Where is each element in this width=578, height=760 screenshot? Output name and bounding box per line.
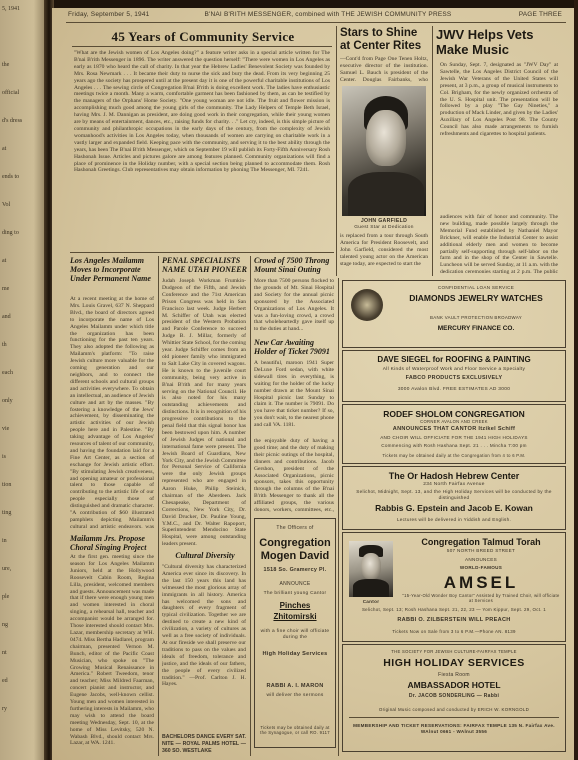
penal-headline: PENAL SPECIALISTS NAME UTAH PIONEER — [162, 256, 247, 274]
left-page-text: and — [2, 314, 11, 320]
penal-column — [162, 256, 248, 756]
left-page-text: the — [2, 62, 10, 68]
mogen-cantor-1: Pinches — [279, 601, 311, 610]
ambassador-ad — [342, 644, 566, 752]
mogen-address: 1518 So. Gramercy Pl. — [263, 567, 327, 573]
mailamm-column — [70, 256, 156, 756]
talmud-announce: ANNOUNCES — [464, 557, 498, 562]
mogen-top: The Officers of — [276, 525, 314, 531]
mogen-sub: The brilliant young Cantor — [263, 591, 327, 596]
penal-body: Judah Joseph Workman Frumkin-Dudgeon of the Fifth, and Jewish Conference and the 71st American Prison Congress was held in San Francisco last week. Judge Herbert M. Schiffer of Utah was elected president of the Western Probation and Parole Conference to succeed Judge B. J. Millar, formerly of Whittier State School, for the coming year. Judge Schiffer comes from an old pioneer family who immigrated to Salt Lake City in covered wagons. He is known to the juvenile court community, being very active in B'nai B'rith and for many years serving on the National Council. He is also noted for his many outstanding achievements and distinctions. It is in recognition of his progressive contributions to the penal field that this signal honor has been bestowed upon him. A number of Jewish Judges of national and international fame were present. The Jewish Board of Guardians, New York City, and the Jewish Committee for Personal Service of California were the only Jewish groups represented who are engaged in — [162, 278, 246, 484]
sinai-body-3: the enjoyable duty of having a good time; and the duty of making their picnic outings of the hospital, dinners and contributions. Jacob Gershon, president of the Associated Organizations, picnic sponsors, takes this opportunity through the columns of the B'nai B'rith Messenger to thank all the affiliated groups, the various donors, workers, committees, etc., — [254, 438, 334, 514]
john-garfield-photo — [342, 86, 426, 216]
stars-headline-1: Stars to Shine — [340, 27, 418, 39]
rodef-choir: AND CHOIR WILL OFFICIATE FOR THE 1941 HIGH HOLIDAYS — [380, 435, 528, 440]
left-page-text: ends to — [2, 174, 20, 180]
mercury-logo — [351, 289, 383, 321]
lead-headline: 45 Years of Community Service — [111, 29, 295, 44]
stars-body: —Cont'd from Page One Tenen Holtz, executive director of the institution. Samuel L. Bauch is president of the Center. Douglas Fairbanks, who — [340, 56, 428, 83]
penal-body-mid: Aaron Huke, Philip Steinick, chairman of the Aberdeen. Jack Chesapeake, Department of Corrections, New York City, Dr. David Drucker, Dr. Pauline Young, Y.M.C., and Dr. Walter Rapoport, Superintendent Mendocino State Hospital, were among outstanding leaders present. — [162, 486, 246, 548]
cultural-body: "Cultural diversity has characterized America ever since its discovery. In the last 150 years this land has witnessed the most glorious array of immigrants in all history. America has welcomed the sons and daughters of every fragment of typical civilization. Together we are destined to create a new kind of civilization, a variety of cultures as well as a free society of individuals. At our fireside we shall preserve our traditions to pass on the values and ideals of freedom, tolerance and justice, and the ideals of our fathers, the people of every civilized tradition." —Prof. Carlton J. H. Hayes. — [162, 564, 246, 688]
amb-top: THE SOCIETY FOR JEWISH CULTURE-FAIRFAX TEMPLE — [391, 649, 517, 654]
sinai-headline: Crowd of 7500 Throng Mount Sinai Outing — [254, 256, 330, 274]
diamonds-title: DIAMONDS JEWELRY WATCHES — [409, 293, 543, 303]
mogen-name-2: Mogen David — [260, 550, 330, 562]
mailamm-headline: Los Angeles Mailamm Moves to Incorporate Under Permanent Name — [70, 256, 151, 283]
mogen-holiday: High Holiday Services — [262, 651, 328, 657]
or-hadosh-ad — [342, 466, 566, 530]
column-rule — [250, 256, 251, 756]
mogen-david-ad — [254, 518, 336, 748]
diamonds-banner: CONFIDENTIAL LOAN SERVICE — [437, 285, 515, 290]
diamonds-small: BANK VAULT PROTECTION BROADWAY — [430, 315, 522, 320]
left-page-text: th — [2, 342, 7, 348]
left-page-text: me — [2, 286, 10, 292]
section-rule — [70, 252, 334, 253]
column-rule — [432, 26, 433, 276]
left-page-text: in — [2, 538, 7, 544]
stars-headline-2: at Center Rites — [340, 40, 422, 52]
talmud-cantor-label: Cantor — [362, 599, 380, 604]
amb-rule — [349, 717, 559, 718]
hodosh-addr: 234 North Fairfax Avenue — [423, 482, 485, 487]
amb-place: Fiesta Room — [438, 672, 470, 678]
left-page-text: vie — [2, 426, 10, 432]
column-rule — [336, 26, 337, 276]
left-page-text: ry — [2, 706, 7, 712]
rodef-title: RODEF SHOLOM CONGREGATION — [383, 409, 525, 419]
left-page-text: only — [2, 398, 13, 404]
left-page-text: ure, — [2, 566, 12, 572]
talmud-cantor: AMSEL — [443, 573, 519, 592]
mogen-cantor-2: Zhitomirski — [273, 612, 317, 621]
left-page-text: ed — [2, 678, 8, 684]
talmud-title: Congregation Talmud Torah — [421, 537, 541, 547]
stars-body-2: is replaced from a tour through South America for President Roosevelt, and John Garfield, considered the most talented young actor on the American stage today, are expected to start the — [340, 233, 428, 267]
amb-footer: MEMBERSHIP AND TICKET RESERVATIONS: FAIRFAX TEMPLE 135 N. Fairfax Ave. WAlnut 0661 - WAlnut 3556 — [353, 723, 555, 734]
hodosh-rabbis: Rabbis G. Epstein and Jacob E. Kowan — [375, 503, 533, 513]
mailamm-body: At a recent meeting at the home of Mrs. Louis Gravel, 637 N. Sheppard Blvd., the board of directors agreed to incorporate the name of Los Angeles Mailamm under which title the organization has been functioning for the past ten years. They also adopted the following as Mailamm's platform: "To raise Jewish culture more valuable for the coming generation and our neighbors, and to connect the different schools and cultural groups and activities everywhere. To obtain an intellectual, an audience of Jewish culture and art by the masses. "By fostering a knowledge of the Jews' achievement, by disseminating the artistic activities of our Jewish people here and in Palestine. "By taking advantage of Los Angeles' resources of talent of our community, and having the foundation laid for a Fine Art Center, as a section of exchange for Jewish artistic effort. "By stimulating Jewish creativeness, and opening amateur or professional talent to those capable of contributing to the artistic life of our people especially those of distinguished and dramatic character. "A contribution of $60 illustrated pamphlets depicting Mailamm's cultural and artistic endeavors, was — [70, 296, 154, 528]
caption-role: Guest Star at Dedication — [354, 225, 414, 230]
jwv-article — [436, 26, 564, 276]
siegel-title: DAVE SIEGEL for ROOFING & PAINTING — [377, 355, 531, 364]
left-page-text: at — [2, 258, 7, 264]
left-page-text: each — [2, 370, 13, 376]
page-edge — [574, 0, 578, 760]
header-rule — [66, 22, 566, 23]
talmud-rabbi: RABBI O. ZILBERSTEIN WILL PREACH — [397, 617, 511, 623]
mailamm-jrs-body: At the first gen. meeting since the season for Los Angeles Mailamm Juniors, held at the Hollywood Roosevelt Cabin Room, Regina Lilla, president, welcomed members and guests. Announcement was made that if there were enough young men and women interested in choral singing, a rehearsal hall, teacher and accompanist would be arranged for. Those interested should contact Mrs. Lazar, membership secretary at WH. 0474. Miss Bertha Hadlarel, program chairman, presented Vernon M. Bunch, editor of the Pacific Coast Musician, who spoke on "The Growing Musical Renaissance in America." Robert Tweedom, tenor and teacher; Miss Mildred Faarman, concert pianist and instructor, and Eugene Jacobs, well-known cellist. Young men and women interested in furthering interests in Mailamm, who may wish to attend the board meeting Wednesday, Sept. 10, at the home of Miss Levitsky, 520 N. Wabash Blvd., should contact Mrs. Lazar, at WA. 1241. — [70, 554, 154, 747]
left-page-text: is — [2, 454, 7, 460]
siegel-ad — [342, 350, 566, 402]
rodef-tickets: Tickets may be obtained daily at the Congregation from 4 to 6 P.M. — [382, 453, 526, 458]
sinai-body: More than 7500 persons flocked to the grounds of Mt. Sinai Hospital and Society for the annual picnic sponsored by the Associated Organizations of Los Angeles. It was a fun-loving crowd, a crowd that wholeheartedly gave itself up to the duties at hand... — [254, 278, 334, 333]
jwv-headline-1: JWV Helps Vets — [436, 27, 534, 42]
talmud-world: WORLD-FAMOUS — [459, 565, 503, 570]
stars-article — [340, 26, 430, 276]
siegel-sub2: FABCO PRODUCTS EXCLUSIVELY — [405, 375, 503, 381]
newspaper-page — [52, 8, 576, 760]
bachelors-dance-ad: BACHELORS DANCE EVERY SAT. NITE — ROYAL PALMS HOTEL — 360 SO. WESTLAKE — [162, 734, 246, 754]
mogen-deliver: will deliver the sermons — [266, 693, 324, 698]
diamonds-ad — [342, 280, 566, 348]
rodef-sholom-ad — [342, 404, 566, 464]
car-headline: New Car Awaiting Holder of Ticket 79091 — [254, 338, 330, 356]
talmud-note: "15-Year-Old Wonder Boy Cantor" Assisted by Trained Choir, will officiate at Services — [402, 593, 560, 604]
masthead: B'NAI B'RITH MESSENGER, combined with THE JEWISH COMMUNITY PRESS — [204, 11, 452, 18]
talmud-addr: 507 NORTH BREED STREET — [446, 548, 516, 553]
mailamm-jrs-headline: Mailamm Jrs. Propose Choral Singing Project — [70, 534, 147, 552]
amb-hotel: AMBASSADOR HOTEL — [407, 680, 501, 690]
column-rule — [158, 256, 159, 756]
jwv-body: On Sunday, Sept. 7, designated as "JWV Day" at Sawtelle, the Los Angeles District Council of the Jewish War Veterans of the United States will present, at 3 p.m., a group of musical instruments to Col. Brigham, for the newly organized orchestra of the U. S. Hospital unit. The presentation will be followed by a play "The Gay Nineties," a production of Mack Linder, and given by the Ladies' Auxiliary of Los Angeles Post 98. The County Council has also made arrangements to furnish refreshments and cigarettes to hospital patients. — [440, 62, 558, 138]
column-rule — [338, 278, 339, 756]
left-page-text: d's dress — [2, 118, 23, 124]
siegel-sub: All Kinds of Waterproof Work and Floor Service a Specialty — [382, 367, 526, 372]
rodef-announce: ANNOUNCES THAT CANTOR Itzikel Schiff — [392, 426, 516, 432]
lead-body: "What are the Jewish women of Los Angeles doing?" a feature writer asks in a special article written for The B'nai B'rith Messenger in 1896. The writer answered the question herself: "There were women in Los Angeles as early as 1870 who heard the call of charity. In that year the Hebrew Ladies' Benevolent Society was founded by Mrs. Rosa Newmark . . . It became their duty to nurse the sick and bury the dead. From its very beginning 25 years ago the society has prospered until at the present day it is one of the powerful charitable institutions of Los Angeles . . . The sewing circle of Congregation B'nai B'rith is doing excellent work. The ladies have enthusiastic meetings twice a month. Many a warm, comfortable garment has been fashioned by them, as can be testified by the managers of the Orphans' Home Society. "One young woman are not idle. The fruit and flower mission is accomplishing much good among the young girls of the community. The Lady Helpers of Temple Beth Israel, having Mrs. J. M. Dannigan as president, are doing good work in their congregation, while their young women are by means of entertainment, dances, etc., raising funds for charity. . ." Let cry, indeed, is this simple picture of community and philanthropic occupations in the early days of the century, from the complexity of Jewish womanhood's activities in Los Angeles today, when thousands of women are carrying on charitable work in a vastly larger and expanded field. Keeping pace with the community, and serving it to the best ability through the years, has been The B'nai B'rith Messenger, which on September 19 will publish its Forty-Fifth Anniversary Rosh Hashonah Issue. Articles and pictures galore are among features planned. Community organizations will find a place of prominence in the Holiday number, with a special section being planned to accommodate them. Rosh Hashonah Greetings. Club representatives may obtain information by phoning The Messenger, MI. 7241. — [74, 50, 330, 174]
left-page-text: ng — [2, 622, 8, 628]
left-page-fragment — [0, 0, 48, 760]
amb-title: HIGH HOLIDAY SERVICES — [383, 657, 525, 669]
rodef-sub: CORNER AVALON AND CREEK — [420, 419, 488, 424]
talmud-dates: Selichot, Sept. 13; Rosh Hashana Sept. 21, 22, 23 — Yom Kippur, Sept. 29, Oct. 1 — [361, 607, 547, 612]
hodosh-times: Selichot, Midnight, Sept. 13, and the High Holiday Services will be conducted by the distinguished — [356, 489, 552, 500]
jwv-headline-2: Make Music — [436, 42, 509, 57]
amb-original: Original Music composed and conducted by ERICH W. KORNGOLD — [378, 707, 530, 712]
mogen-announce: ANNOUNCE — [279, 581, 311, 587]
rodef-commencing: Commencing with Rosh Hashana Sept. 21 . . . Mincha 7:00 pm — [381, 443, 527, 448]
talmud-torah-ad — [342, 532, 566, 642]
left-page-text: ting — [2, 510, 12, 516]
left-page-text: official — [2, 90, 20, 96]
issue-date: Friday, September 5, 1941 — [68, 11, 150, 18]
hodosh-title: The Or Hadosh Hebrew Center — [388, 471, 520, 481]
mogen-with: with a fine choir will officiate during the — [260, 629, 330, 640]
mogen-rabbi: RABBI A. I. MARON — [266, 683, 324, 689]
left-page-text: Vol — [2, 202, 11, 208]
cantor-amsel-photo — [349, 541, 393, 597]
caption-name: JOHN GARFIELD — [360, 218, 408, 224]
left-page-text: at — [2, 146, 7, 152]
car-body: A beautiful, maroon 1941 Super DeLuxe Ford sedan, with white sidewall tires in everything, is waiting for the holder of the lucky number drawn at the Mount Sinai Hospital picnic last Sunday to claim it. The number is 79091. Do you have that ticket number? If so, you don't wait, to the nearest phone and call VA. 1181. — [254, 360, 334, 429]
left-page-text: ding to — [2, 230, 19, 236]
mogen-name-1: Congregation — [259, 537, 331, 549]
sinai-column — [254, 256, 336, 756]
jwv-body-2: audiences with fair of honor and community. The new building, made possible largely through the Memorial Fund established by Nathaniel Mayor Brickner, will enable the Industrial Center to assist additional elderly men and women to become partially self-supporting through self-labor on the farm and in the shop of the Center in Sawtelle. Luncheon will be served Sunday, at 11 a.m. with the dedication ceremonies starting at 2 p.m. The public — [440, 214, 558, 276]
cultural-headline: Cultural Diversity — [175, 551, 235, 560]
left-page-text: nt — [2, 650, 7, 656]
left-page-text: ple — [2, 594, 10, 600]
siegel-addr: 3000 Avalon Blvd. FREE ESTIMATES AD 3000 — [397, 387, 511, 392]
left-page-text: 5, 1941 — [2, 6, 20, 12]
diamonds-sub: MERCURY FINANCE CO. — [437, 325, 515, 332]
hodosh-lecture: Lectures will be delivered in Yiddish and English. — [396, 517, 512, 522]
page-number: PAGE THREE — [518, 11, 562, 18]
left-page-text: tion — [2, 482, 12, 488]
lead-rule — [72, 46, 332, 47]
amb-conductor: Dr. JACOB SONDERLING — Rabbi — [408, 693, 500, 699]
talmud-tickets: Tickets Now on Sale from 3 to 6 P.M.—Phone AN. 8139 — [392, 629, 516, 634]
mogen-tickets: Tickets may be obtained daily at the Synagogue, or call RO. 9117 — [260, 725, 330, 736]
lead-article — [70, 26, 334, 248]
